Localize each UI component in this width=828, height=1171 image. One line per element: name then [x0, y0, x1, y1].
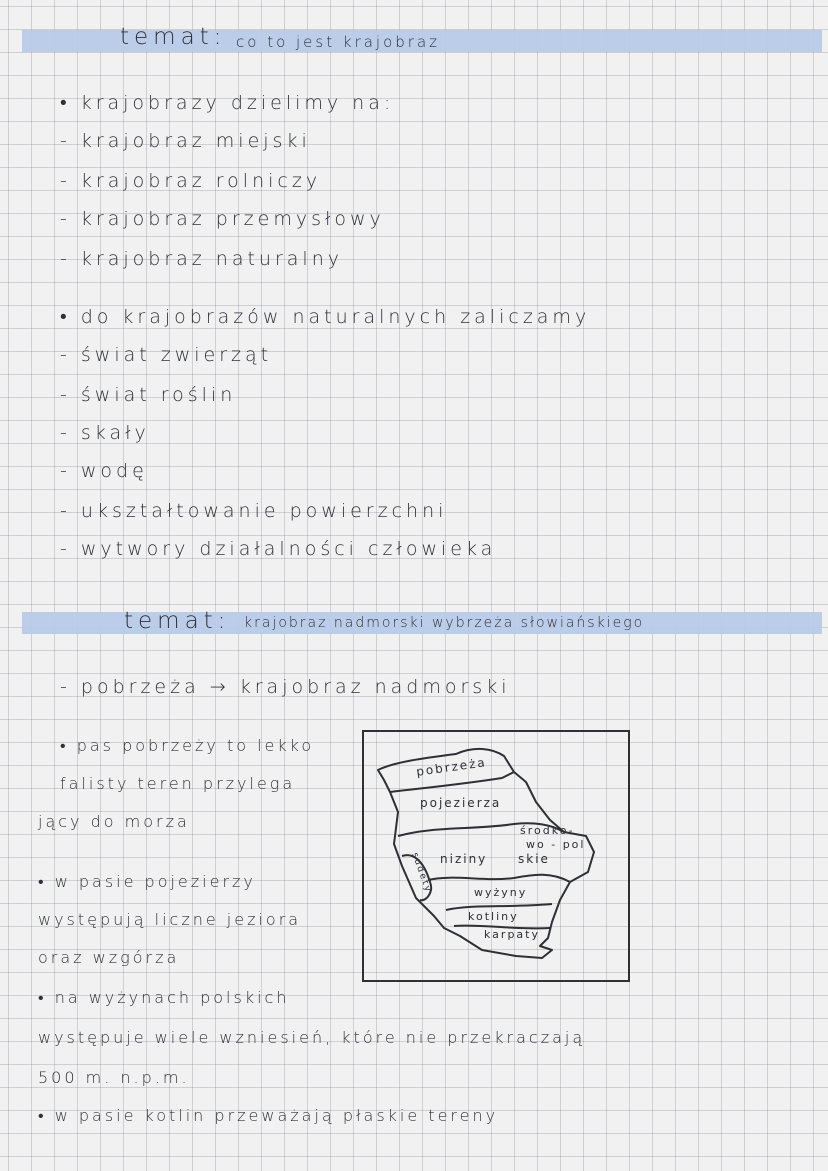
- note-line: - ukształtowanie powierzchni: [60, 500, 448, 522]
- map-label-wyzyny: wyżyny: [474, 886, 528, 899]
- topic-title-2: krajobraz nadmorski wybrzeża słowiańskiego: [244, 615, 645, 631]
- map-sketch: [364, 732, 628, 980]
- map-label-pojezierza: pojezierza: [420, 796, 502, 810]
- note-line: oraz wzgórza: [38, 948, 180, 967]
- note-line: - wytwory działalności człowieka: [60, 538, 497, 560]
- note-line: • krajobrazy dzielimy na:: [60, 92, 395, 114]
- note-line: - skały: [60, 422, 150, 444]
- note-line: • do krajobrazów naturalnych zaliczamy: [60, 306, 591, 328]
- topic-label-2: temat:: [124, 608, 231, 634]
- topic-label-1: temat:: [120, 24, 227, 50]
- map-label-niziny: niziny: [440, 852, 488, 866]
- note-line: • pas pobrzeży to lekko: [60, 736, 315, 755]
- note-line: występują liczne jeziora: [38, 910, 302, 929]
- poland-regions-map: [362, 730, 630, 982]
- note-line: występuje wiele wzniesień, które nie przekraczają: [38, 1028, 586, 1047]
- note-line: • w pasie pojezierzy: [38, 872, 256, 891]
- note-line: jący do morza: [38, 812, 190, 831]
- map-label-sudety: sudety: [409, 851, 434, 895]
- topic-title-1: co to jest krajobraz: [236, 33, 441, 51]
- note-line: - świat roślin: [60, 384, 237, 406]
- map-label-kotliny: kotliny: [468, 910, 519, 923]
- note-line: • w pasie kotlin przeważają płaskie tereny: [38, 1106, 499, 1125]
- note-line: - świat zwierząt: [60, 344, 273, 366]
- note-line: - krajobraz naturalny: [60, 248, 343, 270]
- note-line: 500 m. n.p.m.: [38, 1068, 190, 1087]
- note-line: falisty teren przylega: [60, 774, 296, 793]
- note-line: - krajobraz przemysłowy: [60, 208, 385, 230]
- map-label-karpaty: karpaty: [484, 928, 540, 941]
- note-line: - pobrzeża → krajobraz nadmorski: [60, 676, 511, 698]
- note-line: • na wyżynach polskich: [38, 988, 290, 1007]
- map-label-srodkowo: środko-: [520, 824, 575, 837]
- note-line: - wodę: [60, 460, 148, 482]
- note-line: - krajobraz miejski: [60, 130, 311, 152]
- note-line: - krajobraz rolniczy: [60, 170, 322, 192]
- map-label-skie: skie: [518, 852, 550, 866]
- map-label-wopol: wo - pol: [526, 838, 586, 851]
- map-label-pobrzeza: pobrzeża: [415, 755, 488, 779]
